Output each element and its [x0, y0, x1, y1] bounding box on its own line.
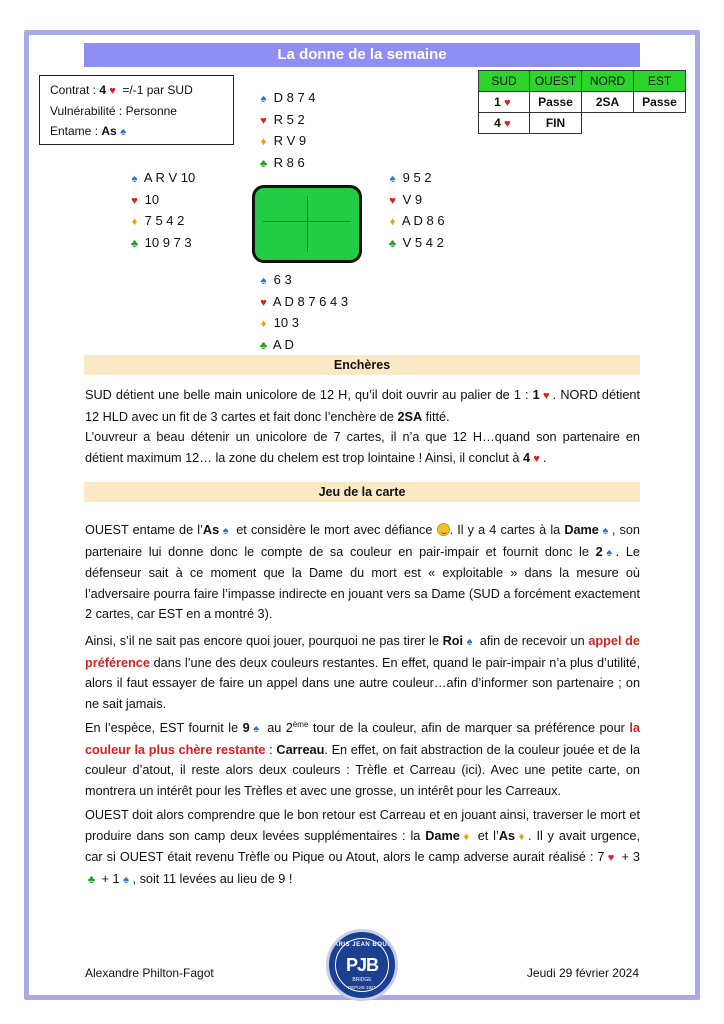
suit-cards: 10 3	[273, 315, 299, 330]
text: , son partenaire lui donne donc le compte de sa couleur en pair-impair et fournit donc le	[85, 523, 640, 559]
text: . Il y avait urgence, car si OUEST était revenu Trèfle ou Pique ou Atout, alors le camp adverse aurait réalisé : 7	[85, 828, 640, 865]
contract-box	[39, 75, 234, 145]
suit-cards: A R V 10	[143, 170, 196, 185]
diamond-icon: ♦	[131, 216, 138, 228]
suit-cards: 7 5 4 2	[144, 213, 185, 228]
section-heading-play: Jeu de la carte	[84, 482, 640, 502]
auction-cell: Passe	[634, 92, 686, 113]
text: . Le défenseur sait à ce moment que la Dame du mort est « exploitable » dans la mesure où l’adversaire pourra faire l’impasse indirecte en jouant vers sa Dame (SUD a forcément exactement 2 cartes, car EST en a montré 3).	[85, 544, 640, 622]
page-title: La donne de la semaine	[84, 43, 640, 67]
auction-cell-empty	[634, 113, 686, 134]
bridge-table-graphic	[252, 185, 362, 263]
text: SUD détient une belle main unicolore de 12 H, qu’il doit ouvrir au palier de 1 :	[85, 388, 533, 402]
card: 9	[242, 721, 250, 735]
auction-header-ouest: OUEST	[530, 71, 582, 92]
contract-bid: 4	[99, 83, 107, 97]
play-paragraph-4	[85, 805, 640, 890]
suit-cards: R V 9	[273, 133, 307, 148]
heart-icon: ♥	[504, 97, 511, 109]
heart-icon: ♥	[533, 452, 540, 465]
suit-cards: A D	[272, 336, 294, 352]
club-icon: ♣	[388, 237, 397, 250]
play-paragraph-3	[85, 718, 640, 801]
auction-cell: 2SA	[582, 92, 634, 113]
hand-north	[257, 88, 316, 174]
logo-monogram: PJB	[345, 955, 378, 975]
spade-icon: ♠	[131, 173, 138, 185]
auction-table	[478, 70, 686, 134]
contract-label: Contrat :	[50, 83, 100, 97]
suit-cards: 6 3	[273, 272, 292, 287]
suit-cards: V 5 4 2	[402, 234, 444, 250]
auction-cell: FIN	[530, 113, 582, 134]
date: Jeudi 29 février 2024	[526, 966, 639, 980]
auction-header-nord: NORD	[582, 71, 634, 92]
card: As	[202, 523, 220, 537]
card: Dame	[425, 828, 460, 843]
text: :	[265, 742, 277, 757]
text: .	[543, 450, 547, 465]
lead-line	[50, 121, 223, 142]
suit-cards: 10	[144, 191, 160, 207]
suit-cards: R 8 6	[273, 154, 305, 170]
bid-value: 4	[494, 116, 501, 130]
lead-card: As	[101, 124, 117, 138]
text: et l’	[472, 828, 499, 843]
contract-line	[50, 80, 223, 101]
auction-header-sud: SUD	[479, 71, 530, 92]
table-divider-vertical	[307, 196, 308, 252]
spade-icon: ♠	[253, 723, 260, 735]
text: tour de la couleur, afin de marquer sa préférence pour	[308, 721, 630, 735]
bid-value: 1	[494, 95, 501, 109]
text: , soit 11 levées au lieu de 9 !	[132, 871, 293, 886]
text: au 2	[262, 721, 293, 735]
text: . En effet, on fait abstraction de la couleur jouée et de la couleur d’atout, il reste alors deux couleurs : Trèfle et Carreau (ici). Avec une petite carte, on montrera un intérêt pour les Trèfles et avec une grosse, un intérêt pour les Carreaux.	[85, 742, 641, 798]
bid: 2SA	[397, 409, 423, 424]
hand-south	[257, 270, 348, 356]
spade-icon: ♠	[222, 525, 229, 537]
logo-mid-text: BRIDGE	[352, 977, 372, 983]
text: et considère le mort avec défiance	[232, 523, 437, 537]
auction-header-row	[479, 71, 686, 92]
heart-icon: ♥	[109, 85, 116, 97]
lead-label: Entame :	[50, 124, 102, 138]
vulnerability-line: Vulnérabilité : Personne	[50, 104, 177, 118]
diamond-icon: ♦	[260, 318, 267, 330]
suit-cards: 10 9 7 3	[144, 234, 192, 250]
text: OUEST doit alors comprendre que le bon retour est Carreau et en jouant ainsi, traverser le mort et produire dans son camp deux levées supplémentaires : la	[85, 808, 640, 843]
card: As	[498, 828, 516, 843]
heart-icon: ♥	[260, 296, 267, 309]
text: Ainsi, s’il ne sait pas encore quoi jouer, pourquoi ne pas tirer le	[85, 634, 443, 648]
text: En l’espèce, EST fournit le	[85, 721, 243, 735]
auction-cell-empty	[582, 113, 634, 134]
auction-header-est: EST	[634, 71, 686, 92]
text: + 3	[617, 850, 640, 865]
logo-bottom-text: DEPUIS 1921	[347, 985, 376, 990]
auction-row	[479, 113, 686, 134]
auction-cell	[479, 113, 530, 134]
auction-row	[479, 92, 686, 113]
card: Dame	[564, 523, 599, 537]
author: Alexandre Philton-Fagot	[85, 966, 214, 980]
diamond-icon: ♦	[463, 830, 470, 843]
bidding-paragraph	[85, 385, 640, 469]
text: . Il y a 4 cartes à la	[449, 523, 565, 537]
bid: 4	[522, 450, 531, 465]
club-icon: ♣	[87, 873, 96, 886]
text: L’ouvreur a beau détenir un unicolore de 7 cartes, il n’a que 12 H…quand son partenaire en détient maximum 12… la zone du chelem est trop lointaine ! Ainsi, il conclut à	[85, 430, 640, 465]
suit-cards: A D 8 6	[401, 213, 445, 228]
heart-icon: ♥	[607, 852, 615, 865]
heart-icon: ♥	[389, 194, 396, 207]
spade-icon: ♠	[260, 275, 267, 287]
club-icon: ♣	[259, 157, 268, 170]
card: 2	[595, 544, 603, 559]
text: . NORD détient 12 HLD avec un fit de 3 cartes et fait donc l’enchère de	[85, 388, 640, 424]
highlight: appel de préférence	[85, 634, 640, 670]
highlight: la couleur la plus chère restante	[85, 721, 640, 757]
diamond-icon: ♦	[260, 136, 267, 148]
spade-icon: ♠	[389, 173, 396, 185]
suit-cards: V 9	[402, 191, 423, 207]
suit-cards: R 5 2	[273, 111, 305, 127]
diamond-icon: ♦	[518, 830, 525, 843]
auction-cell: Passe	[530, 92, 582, 113]
auction-cell	[479, 92, 530, 113]
text: + 1	[98, 871, 120, 886]
spade-icon: ♠	[606, 546, 613, 559]
play-paragraph-2	[85, 631, 640, 714]
spade-icon: ♠	[123, 873, 129, 886]
heart-icon: ♥	[260, 114, 267, 127]
text: fitté.	[422, 409, 450, 424]
diamond-icon: ♦	[389, 216, 396, 228]
hand-west	[128, 168, 195, 254]
suit-cards: 9 5 2	[402, 170, 432, 185]
logo-top-text: PARIS JEAN BOUIN	[329, 942, 395, 948]
suit-name: Carreau	[276, 742, 325, 757]
text: OUEST entame de l’	[85, 523, 203, 537]
club-icon: ♣	[130, 237, 139, 250]
spade-icon: ♠	[602, 525, 609, 537]
hand-east	[386, 168, 445, 254]
contract-result: =/-1 par SUD	[119, 83, 193, 97]
card: Roi	[442, 634, 464, 648]
club-logo	[326, 929, 398, 1001]
text: dans l’une des deux couleurs restantes. En effet, quand le pair-impair n’a plus d’utilité, alors il faut essayer de faire un appel dans une autre couleur…afin d’informer son partenaire ; on ne sait jamais.	[85, 655, 640, 711]
superscript: ème	[292, 719, 309, 729]
spade-icon: ♠	[120, 126, 127, 138]
text: afin de recevoir un	[476, 634, 589, 648]
heart-icon: ♥	[542, 390, 550, 402]
heart-icon: ♥	[504, 118, 511, 130]
spade-icon: ♠	[260, 93, 267, 105]
heart-icon: ♥	[131, 194, 138, 207]
suit-cards: A D 8 7 6 4 3	[272, 293, 349, 309]
play-paragraph-1	[85, 520, 640, 625]
section-heading-bidding: Enchères	[84, 355, 640, 375]
suit-cards: D 8 7 4	[273, 90, 316, 105]
smiley-icon	[437, 523, 450, 536]
spade-icon: ♠	[466, 636, 473, 648]
bid: 1	[532, 388, 540, 402]
club-icon: ♣	[259, 339, 268, 352]
